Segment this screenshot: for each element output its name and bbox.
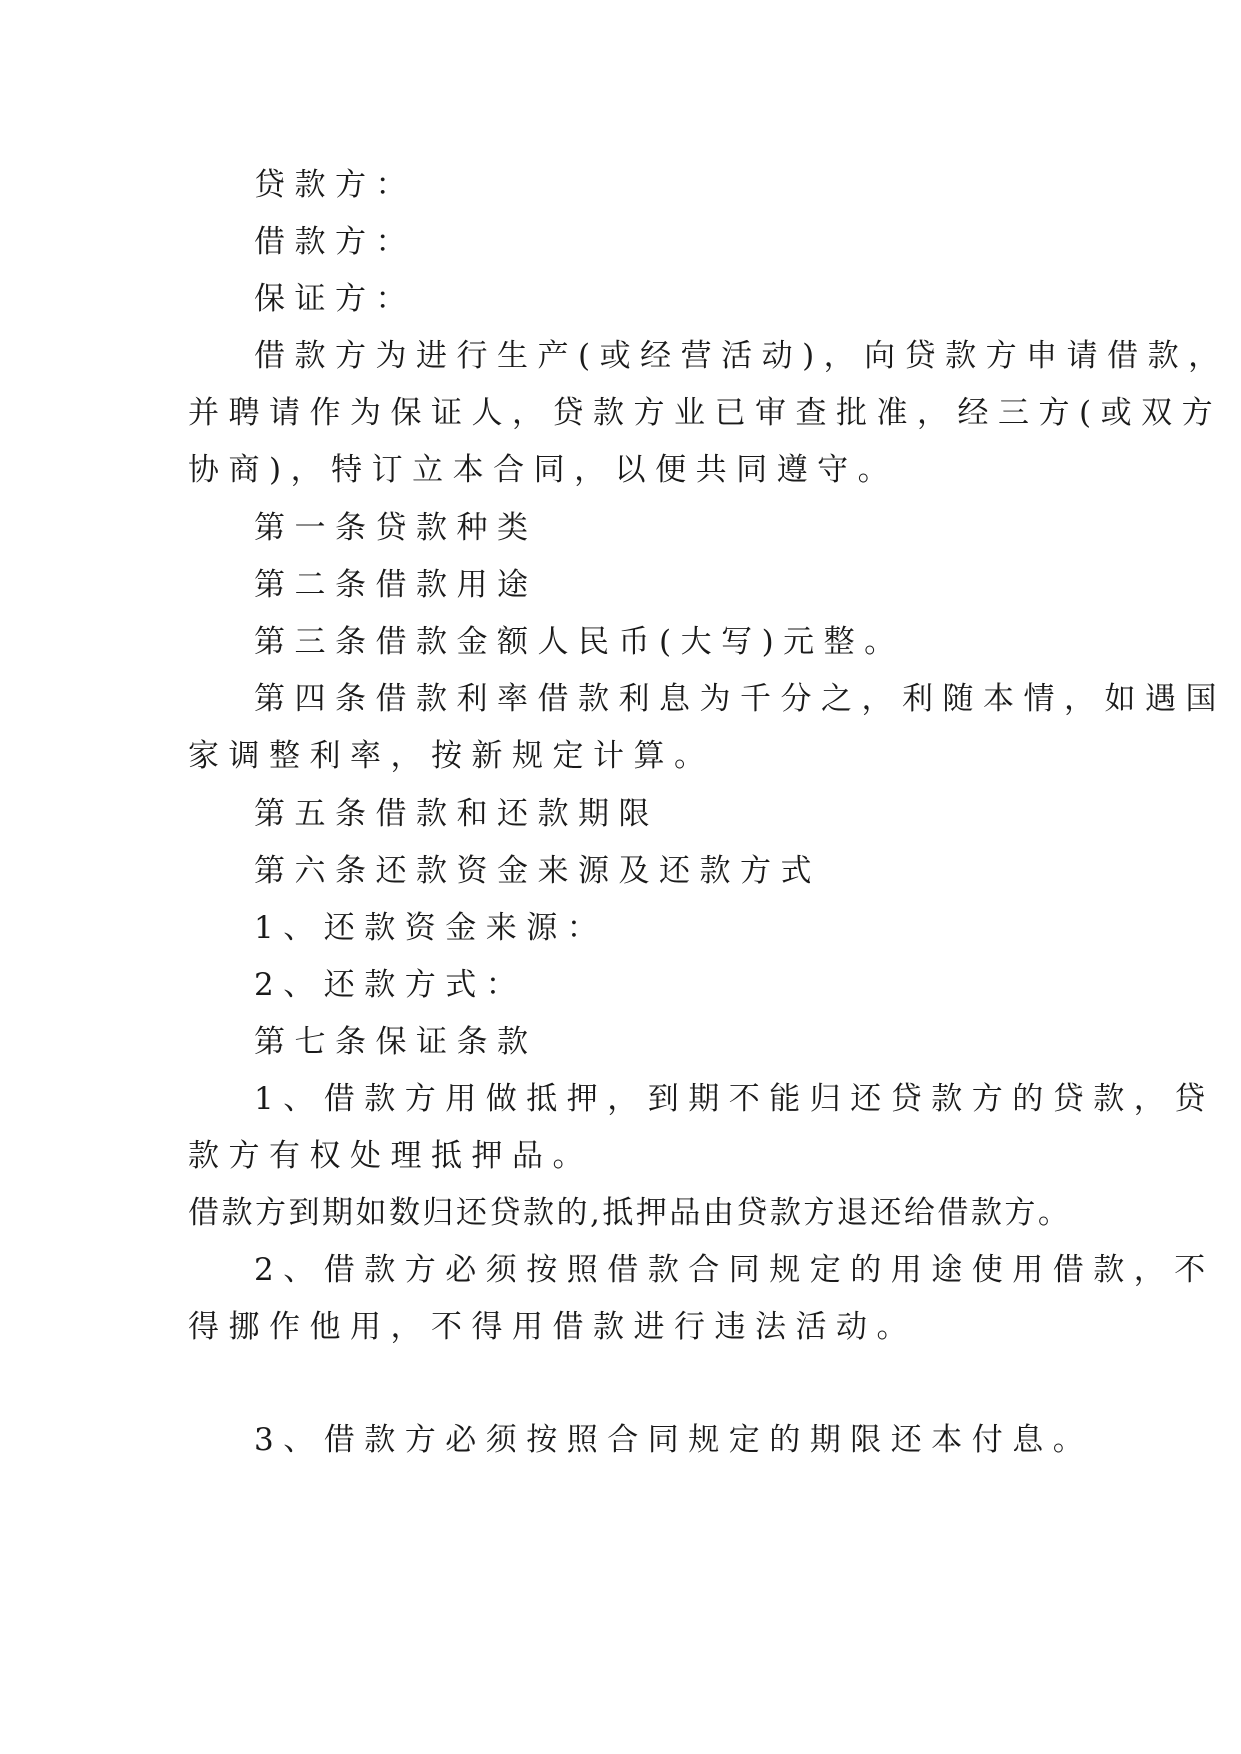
- article-4-line-1: 第四条借款利率借款利息为千分之，利随本情，如遇国: [254, 681, 1226, 717]
- article-7-item-1-line-1: 1、借款方用做抵押，到期不能归还贷款方的贷款，贷: [254, 1081, 1215, 1117]
- article-7-item-2-line-2: 得挪作他用，不得用借款进行违法活动。: [188, 1309, 917, 1345]
- guarantor-line: 保证方：: [254, 281, 416, 317]
- article-2-heading: 第二条借款用途: [254, 567, 538, 603]
- article-6-item-1: 1、还款资金来源：: [254, 910, 608, 946]
- article-7-item-1-line-3: 借款方到期如数归还贷款的,抵押品由贷款方退还给借款方。: [188, 1195, 1072, 1231]
- article-5-heading: 第五条借款和还款期限: [254, 796, 659, 832]
- article-7-item-3: 3、借款方必须按照合同规定的期限还本付息。: [254, 1422, 1094, 1458]
- article-7-item-2-line-1: 2、借款方必须按照借款合同规定的用途使用借款，不: [254, 1252, 1215, 1288]
- article-6-item-2: 2、还款方式：: [254, 967, 527, 1003]
- article-1-heading: 第一条贷款种类: [254, 510, 538, 546]
- article-4-line-2: 家调整利率，按新规定计算。: [188, 738, 715, 774]
- preamble-line-1: 借款方为进行生产(或经营活动)，向贷款方申请借款，: [254, 338, 1229, 374]
- borrower-line: 借款方：: [254, 224, 416, 260]
- lender-line: 贷款方：: [254, 167, 416, 203]
- preamble-line-2: 并聘请作为保证人，贷款方业已审查批准，经三方(或双方: [188, 395, 1223, 431]
- article-7-heading: 第七条保证条款: [254, 1024, 538, 1060]
- preamble-line-3: 协商)，特订立本合同，以便共同遵守。: [188, 452, 899, 488]
- article-6-heading: 第六条还款资金来源及还款方式: [254, 853, 821, 889]
- article-7-item-1-line-2: 款方有权处理抵押品。: [188, 1138, 593, 1174]
- article-3-heading: 第三条借款金额人民币(大写)元整。: [254, 624, 905, 660]
